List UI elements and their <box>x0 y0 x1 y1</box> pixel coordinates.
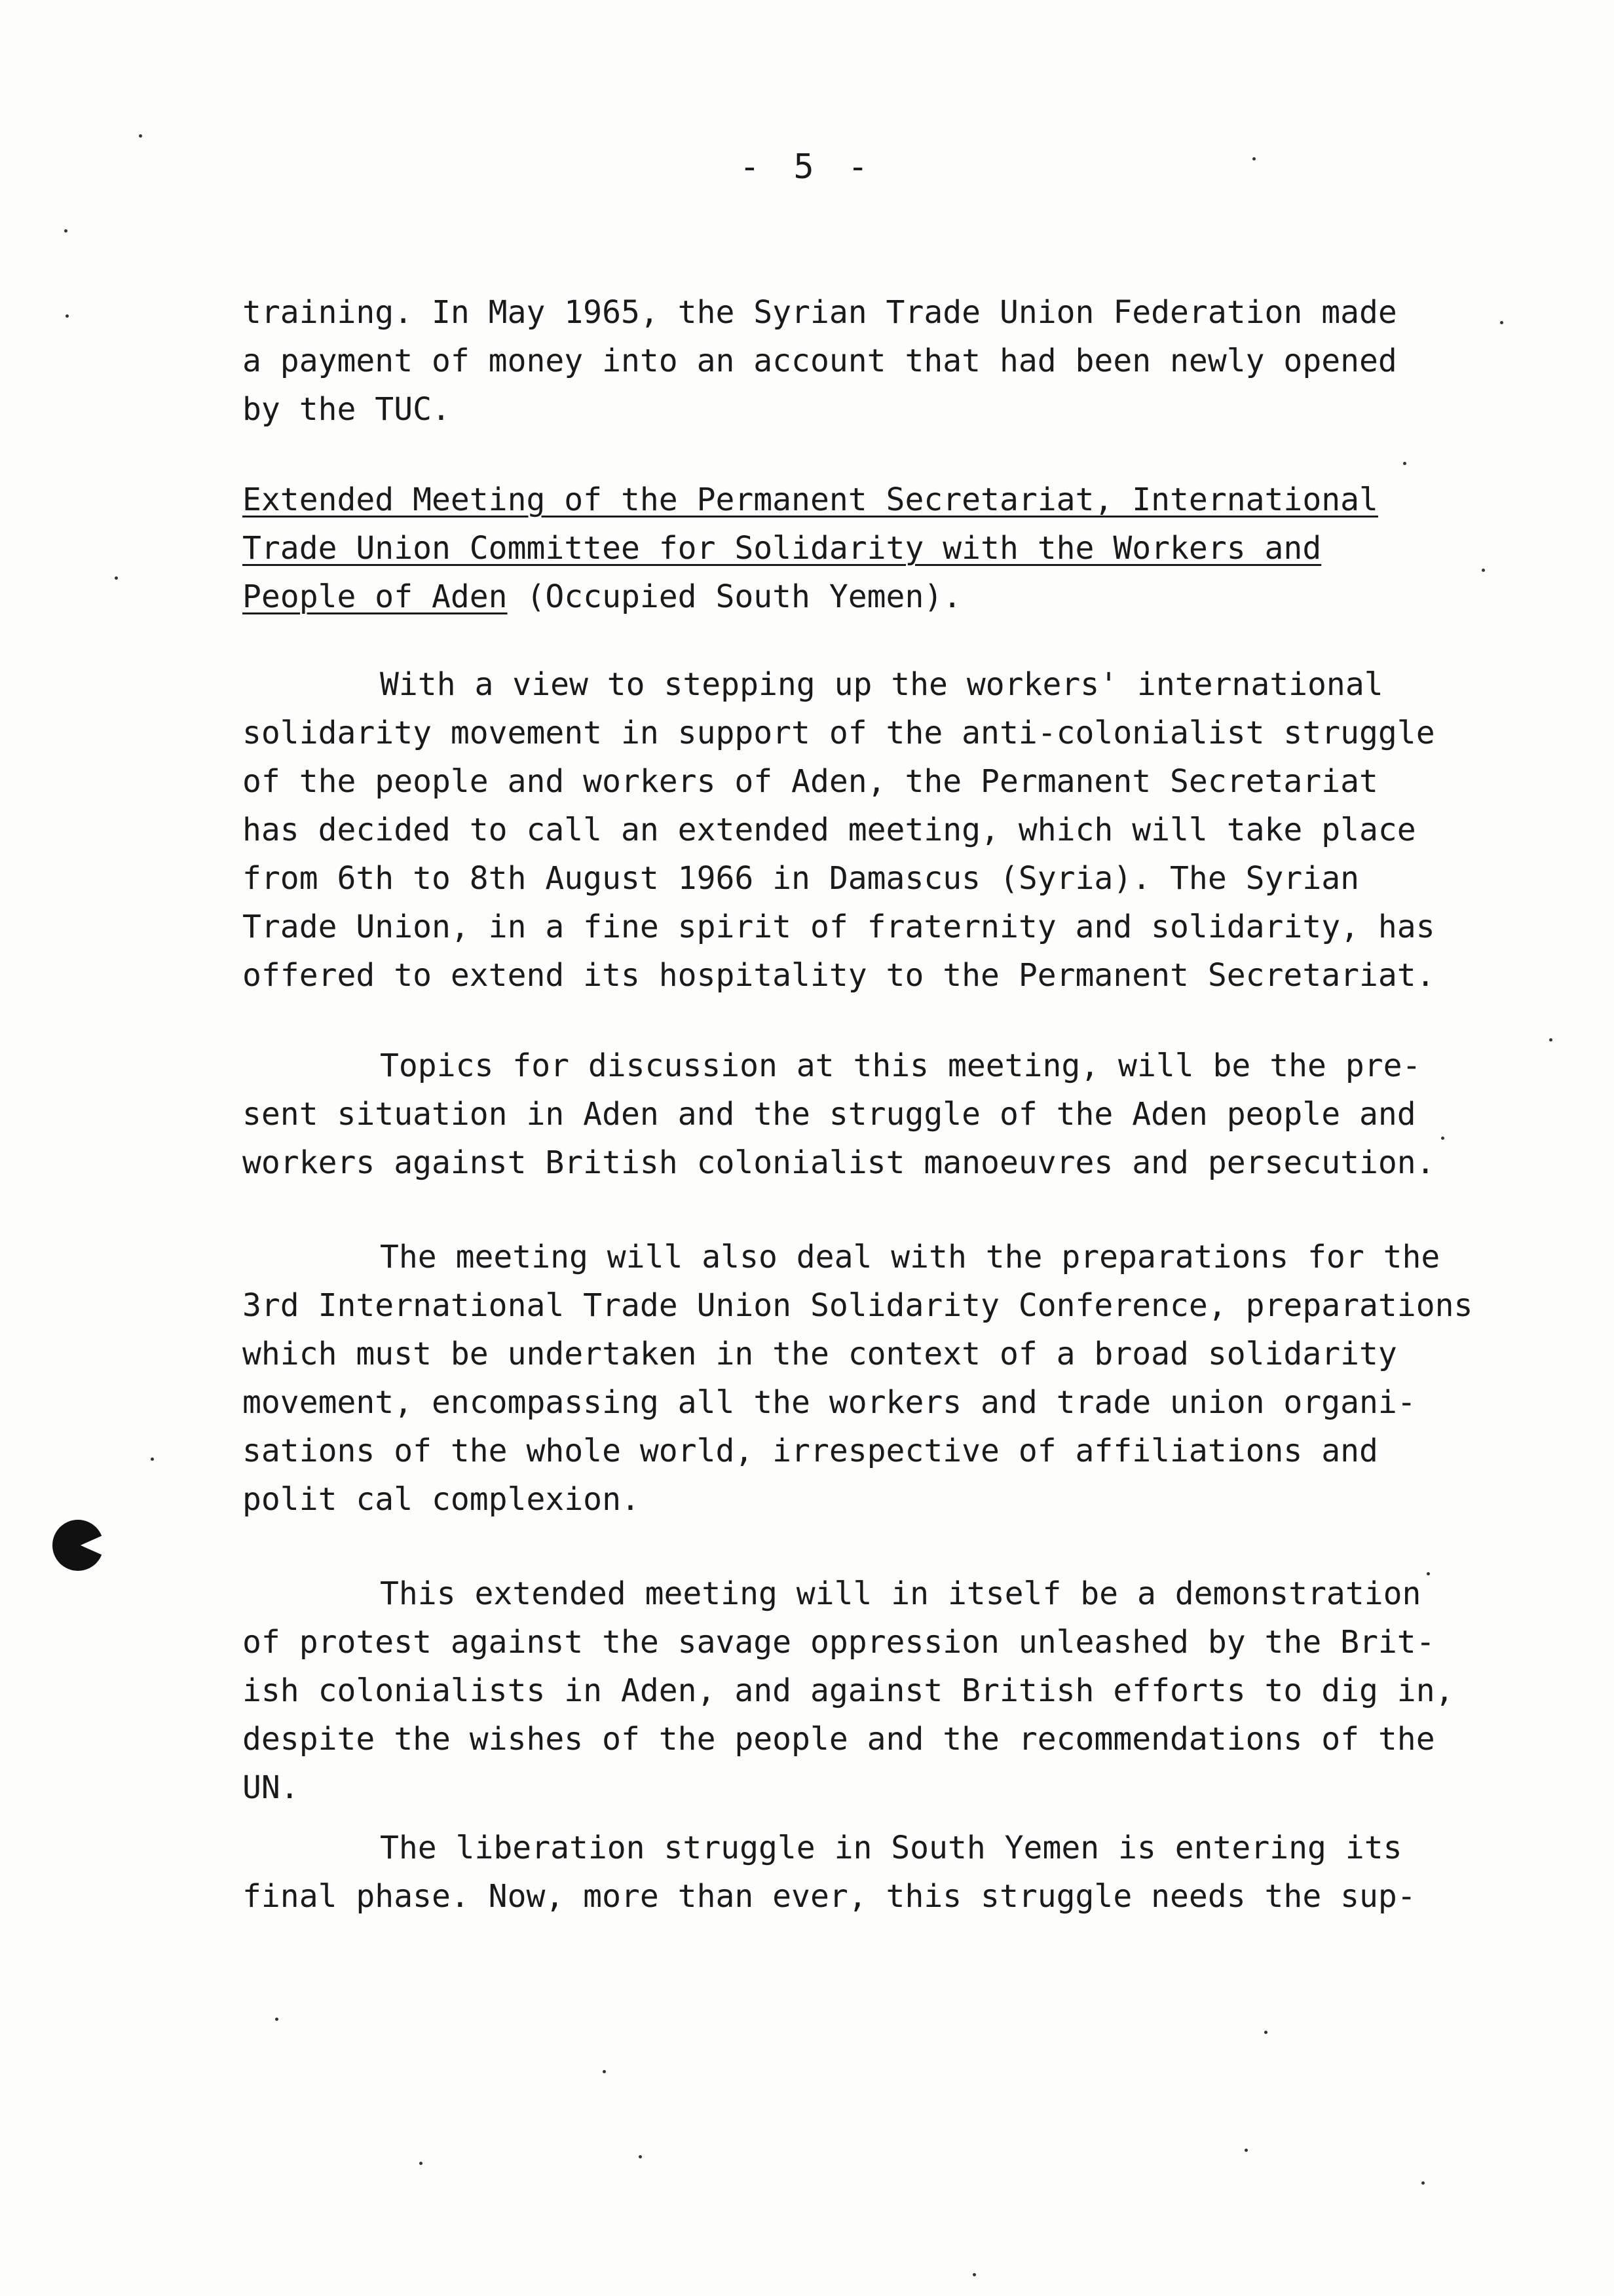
heading-suffix: (Occupied South Yemen). <box>507 578 962 615</box>
scan-speck <box>1441 1137 1444 1140</box>
scan-speck <box>973 2273 976 2276</box>
scan-speck <box>639 2155 642 2158</box>
text-line: of the people and workers of Aden, the Permanent Secretariat <box>242 763 1378 800</box>
scan-speck <box>1421 2181 1425 2185</box>
text-line: sent situation in Aden and the struggle of the Aden people and <box>242 1096 1416 1133</box>
text-line: of protest against the savage oppression unleashed by the Brit- <box>242 1624 1435 1661</box>
scan-speck <box>1403 462 1406 465</box>
scan-speck <box>1549 1038 1552 1042</box>
scan-speck <box>1427 1572 1430 1575</box>
scan-speck <box>275 2018 278 2021</box>
document-body <box>242 288 1559 1921</box>
heading-line: Extended Meeting of the Permanent Secretariat, International <box>242 481 1378 518</box>
text-line: The liberation struggle in South Yemen is entering its <box>380 1830 1402 1866</box>
text-line: Trade Union, in a fine spirit of fraternity and solidarity, has <box>242 909 1435 945</box>
text-line: This extended meeting will in itself be a demonstration <box>380 1575 1421 1612</box>
text-line: The meeting will also deal with the preparations for the <box>380 1239 1440 1275</box>
text-line: has decided to call an extended meeting, which will take place <box>242 812 1416 848</box>
heading-line: People of Aden <box>242 578 508 615</box>
text-line: a payment of money into an account that had been newly opened <box>242 343 1397 379</box>
scan-speck <box>139 134 142 138</box>
paragraph-topics <box>242 1042 1559 1187</box>
text-line: training. In May 1965, the Syrian Trade Union Federation made <box>242 294 1397 331</box>
paragraph-liberation <box>242 1824 1559 1921</box>
text-line: sations of the whole world, irrespective of affiliations and <box>242 1433 1378 1469</box>
text-line: final phase. Now, more than ever, this struggle needs the sup- <box>242 1878 1416 1915</box>
paragraph-view <box>242 660 1559 1000</box>
scan-speck <box>1252 157 1256 160</box>
scan-speck <box>115 576 118 580</box>
text-line: polit cal complexion. <box>242 1481 640 1518</box>
scan-speck <box>1245 2149 1248 2152</box>
scan-speck <box>64 229 67 233</box>
text-line: solidarity movement in support of the anti-colonialist struggle <box>242 715 1435 751</box>
text-line: offered to extend its hospitality to the Permanent Secretariat. <box>242 957 1435 994</box>
text-line: ish colonialists in Aden, and against British efforts to dig in, <box>242 1672 1454 1709</box>
text-line: Topics for discussion at this meeting, will be the pre- <box>380 1047 1421 1084</box>
text-line: which must be undertaken in the context of a broad solidarity <box>242 1336 1397 1372</box>
scan-speck <box>419 2162 422 2165</box>
scan-speck <box>66 314 69 318</box>
text-line: UN. <box>242 1769 299 1806</box>
paragraph-training <box>242 288 1559 434</box>
text-line: 3rd International Trade Union Solidarity Conference, preparations <box>242 1287 1473 1324</box>
paragraph-demonstration <box>242 1570 1559 1812</box>
text-line: With a view to stepping up the workers' international <box>380 666 1383 703</box>
text-line: by the TUC. <box>242 391 451 428</box>
scan-speck <box>603 2070 606 2073</box>
section-heading <box>242 476 1559 621</box>
text-line: from 6th to 8th August 1966 in Damascus (Syria). The Syrian <box>242 860 1360 897</box>
scan-speck <box>151 1458 154 1461</box>
paragraph-meeting <box>242 1233 1559 1524</box>
text-line: movement, encompassing all the workers and trade union organi- <box>242 1384 1416 1421</box>
heading-line: Trade Union Committee for Solidarity with the Workers and <box>242 530 1322 567</box>
punch-hole-mark <box>52 1520 103 1571</box>
text-line: despite the wishes of the people and the recommendations of the <box>242 1721 1435 1758</box>
text-line: workers against British colonialist manoeuvres and persecution. <box>242 1144 1435 1181</box>
scan-speck <box>1482 569 1485 572</box>
scan-speck <box>1500 321 1503 324</box>
page-number: - 5 - <box>739 147 875 187</box>
scan-speck <box>1264 2031 1267 2034</box>
